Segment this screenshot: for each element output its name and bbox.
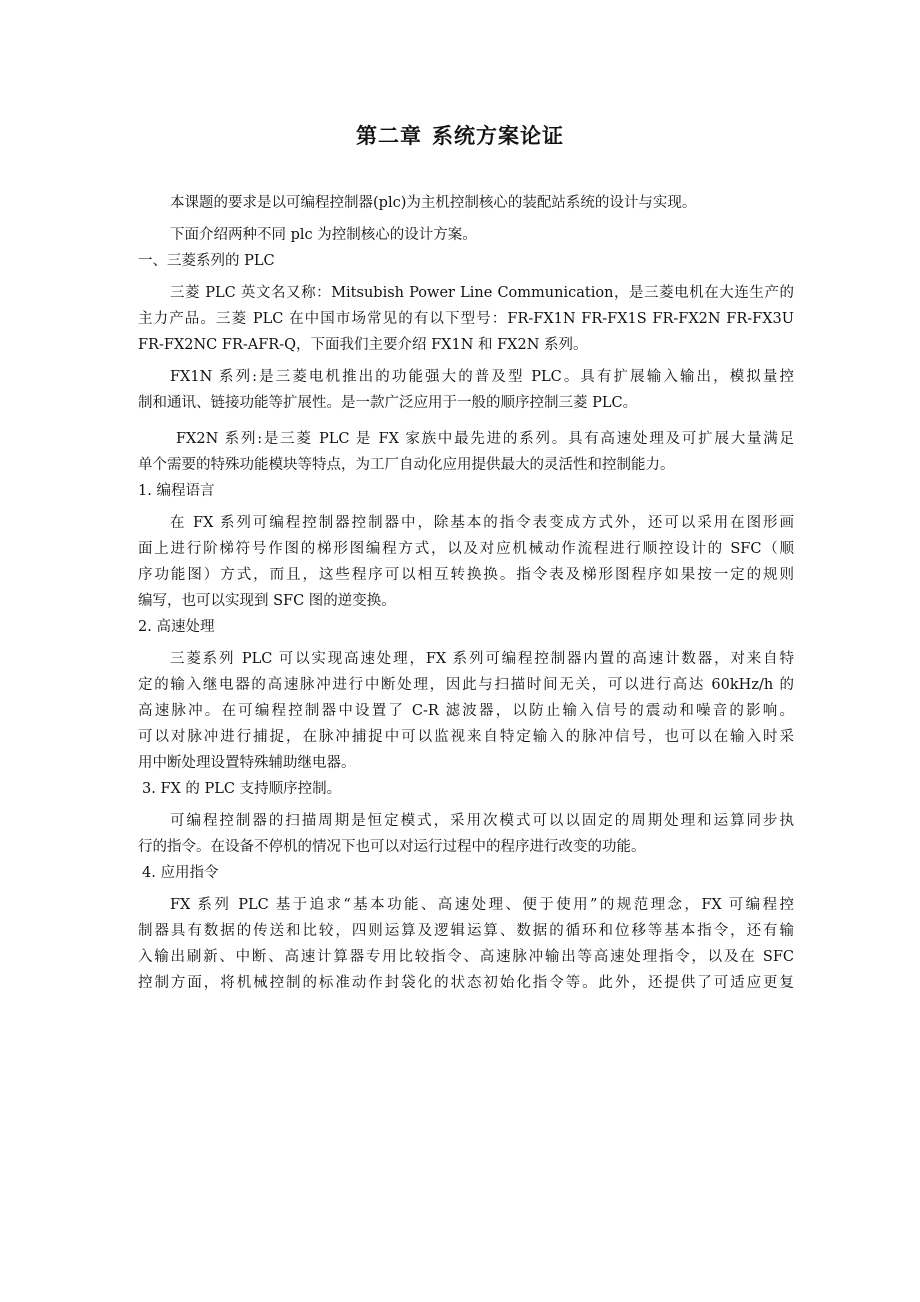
intro-line-1: 本课题的要求是以可编程控制器(plc)为主机控制核心的装配站系统的设计与实现。 [170, 195, 697, 211]
chapter-title [0, 120, 920, 150]
paragraph-line: 序功能图）方式，而且，这些程序可以相互转换换。指令表及梯形图程序如果按一定的规则 [138, 567, 794, 583]
subsection-heading-programming: 1. 编程语言 [138, 483, 215, 499]
paragraph-line: FR-FX2NC FR-AFR-Q，下面我们主要介绍 FX1N 和 FX2N 系列。 [138, 337, 588, 353]
paragraph-line: FX1N 系列:是三菱电机推出的功能强大的普及型 PLC。具有扩展输入输出，模拟量控 [170, 369, 794, 385]
paragraph-line: 三菱系列 PLC 可以实现高速处理，FX 系列可编程控制器内置的高速计数器，对来自特 [170, 651, 794, 667]
intro-line-2: 下面介绍两种不同 plc 为控制核心的设计方案。 [170, 227, 477, 243]
paragraph-line: 三菱 PLC 英文名又称：Mitsubish Power Line Communication，是三菱电机在大连生产的 [170, 285, 794, 301]
paragraph-line: 可以对脉冲进行捕捉，在脉冲捕捉中可以监视来自特定输入的脉冲信号，也可以在输入时采 [138, 729, 794, 745]
paragraph-line: 入输出刷新、中断、高速计算器专用比较指令、高速脉冲输出等高速处理指令，以及在 SFC [138, 949, 794, 965]
document-body [138, 190, 794, 996]
paragraph-line: FX 系列 PLC 基于追求“基本功能、高速处理、便于使用”的规范理念，FX 可编程控 [170, 897, 794, 913]
paragraph-line: 用中断处理设置特殊辅助继电器。 [138, 755, 356, 771]
chapter-name: 系统方案论证 [432, 123, 564, 148]
paragraph-line: 行的指令。在设备不停机的情况下也可以对运行过程中的程序进行改变的功能。 [138, 839, 646, 855]
paragraph-line: 高速脉冲。在可编程控制器中设置了 C-R 滤波器，以防止输入信号的震动和噪音的影响。 [138, 703, 794, 719]
paragraph-line: 编写，也可以实现到 SFC 图的逆变换。 [138, 593, 396, 609]
paragraph-line: 定的输入继电器的高速脉冲进行中断处理，因此与扫描时间无关，可以进行高达 60kHz/h 的 [138, 677, 794, 693]
paragraph-line: FX2N 系列:是三菱 PLC 是 FX 家族中最先进的系列。具有高速处理及可扩展大量满足 [176, 431, 794, 447]
chapter-number: 第二章 [356, 123, 422, 148]
paragraph-line: 可编程控制器的扫描周期是恒定模式，采用次模式可以以固定的周期处理和运算同步执 [170, 813, 794, 829]
subsection-heading-instructions: 4. 应用指令 [142, 865, 219, 881]
section-heading-mitsubishi: 一、三菱系列的 PLC [138, 253, 275, 269]
paragraph-line: 单个需要的特殊功能模块等特点，为工厂自动化应用提供最大的灵活性和控制能力。 [138, 457, 675, 473]
paragraph-line: 面上进行阶梯符号作图的梯形图编程方式，以及对应机械动作流程进行顺控设计的 SFC（顺 [138, 541, 794, 557]
subsection-heading-high-speed: 2. 高速处理 [138, 619, 215, 635]
paragraph-line: 制器具有数据的传送和比较，四则运算及逻辑运算、数据的循环和位移等基本指令，还有输 [138, 923, 794, 939]
paragraph-line: 控制方面，将机械控制的标准动作封袋化的状态初始化指令等。此外，还提供了可适应更复 [138, 975, 794, 991]
paragraph-line: 主力产品。三菱 PLC 在中国市场常见的有以下型号：FR-FX1N FR-FX1S FR-FX2N FR-FX3U [138, 311, 794, 327]
subsection-heading-sequence: 3. FX 的 PLC 支持顺序控制。 [142, 781, 342, 797]
paragraph-line: 在 FX 系列可编程控制器控制器中，除基本的指令表变成方式外，还可以采用在图形画 [170, 515, 794, 531]
paragraph-line: 制和通讯、链接功能等扩展性。是一款广泛应用于一般的顺序控制三菱 PLC。 [138, 395, 638, 411]
